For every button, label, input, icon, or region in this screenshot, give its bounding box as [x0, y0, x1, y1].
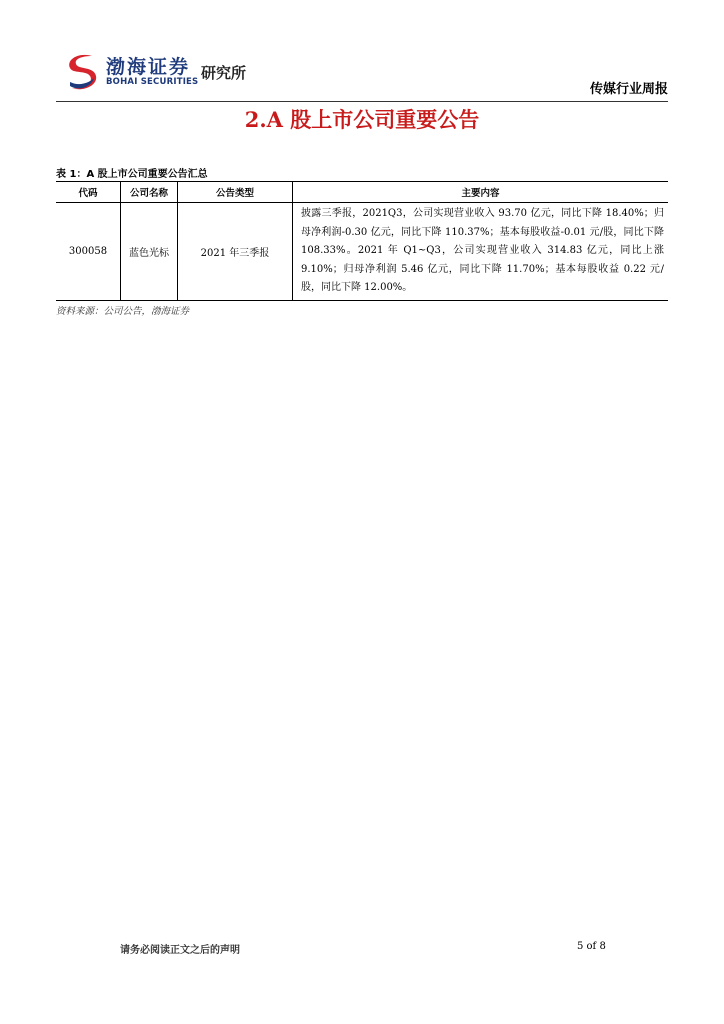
table-row: [56, 203, 668, 301]
header-divider: [56, 101, 668, 102]
footer-disclaimer: 请务必阅读正文之后的声明: [120, 945, 240, 956]
column-header-code: 代码: [56, 182, 121, 203]
report-type: 传媒行业周报: [589, 82, 668, 97]
column-header-type: 公告类型: [178, 182, 293, 203]
cell-type: 2021 年三季报: [178, 203, 293, 301]
bohai-logo-icon: [64, 52, 100, 92]
section-title: 2.A 股上市公司重要公告: [244, 107, 480, 132]
cell-company: 蓝色光标: [121, 203, 178, 301]
cell-code: 300058: [56, 203, 121, 301]
table-header-row: [56, 182, 668, 203]
source-note: 资料来源：公司公告，渤海证券: [56, 306, 190, 317]
logo-chinese-name: 渤海证券: [106, 56, 191, 78]
logo-english-name: BOHAI SECURITIES: [106, 77, 199, 87]
column-header-content: 主要内容: [293, 182, 669, 203]
page-number: 5 of 8: [577, 941, 606, 952]
table-caption: 表 1：A 股上市公司重要公告汇总: [56, 169, 208, 180]
institute-label: 研究所: [201, 64, 247, 82]
cell-content: 披露三季报，2021Q3，公司实现营业收入 93.70 亿元，同比下降 18.40%；归母净利润-0.30 亿元，同比下降 110.37%；基本每股收益-0.01 元/股，同比下降 108.33%。2021 年 Q1~Q3，公司实现营业收入 314.83 亿元，同比上涨 9.10%；归母净利润 5.46 亿元，同比下降 11.70%；基本每股收益 0.22 元/股，同比下降 12.00%。: [293, 203, 669, 301]
page-header: [56, 50, 668, 100]
column-header-company: 公司名称: [121, 182, 178, 203]
announcement-table: [56, 181, 668, 301]
